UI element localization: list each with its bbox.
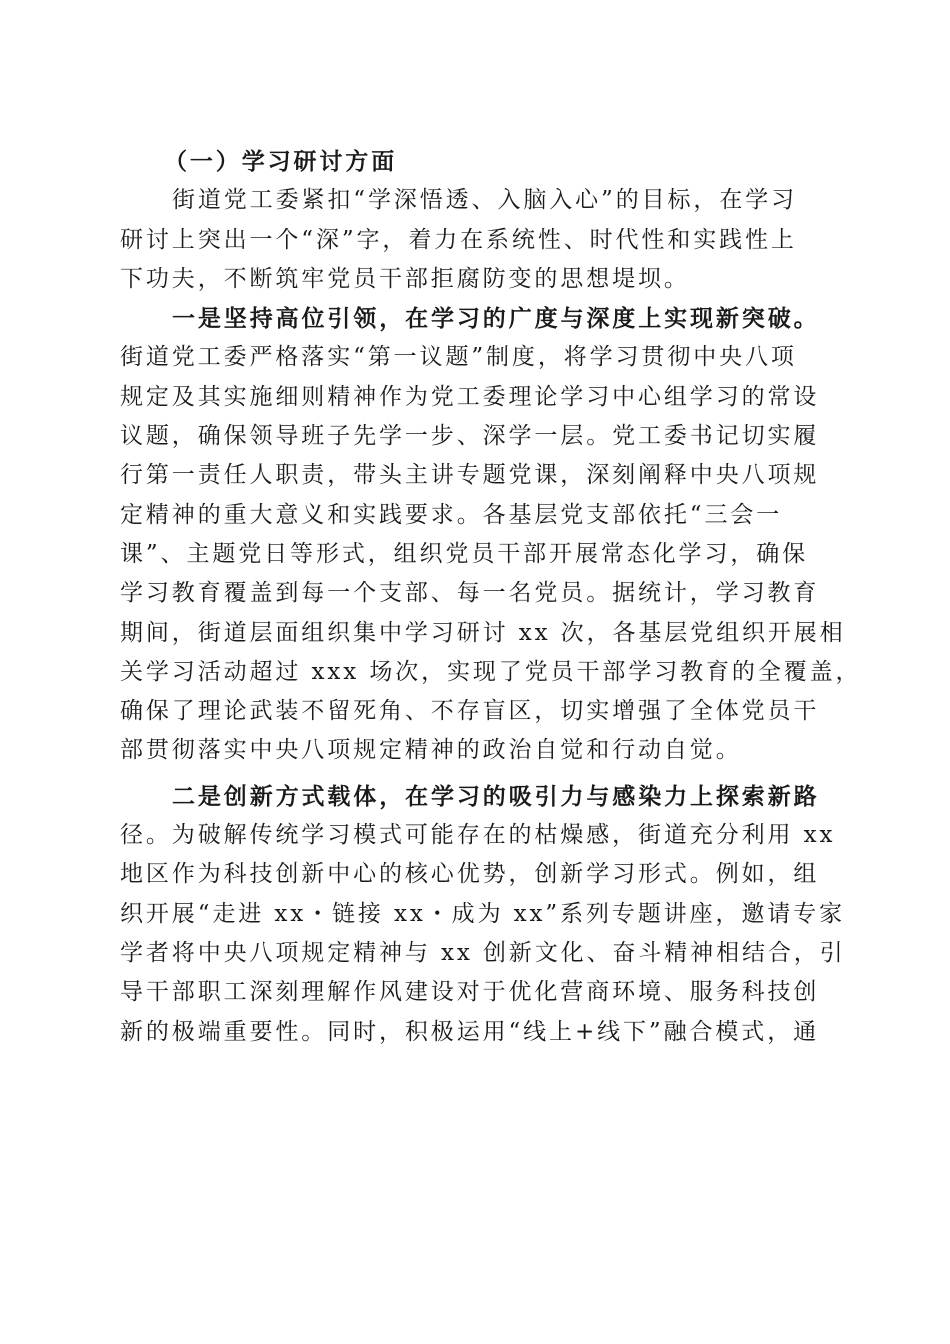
paragraph-point-two [120,777,846,1052]
paragraph-line: 导干部职工深刻理解作风建设对于优化营商环境、服务科技创 [120,979,820,1006]
paragraph-line: 部贯彻落实中央八项规定精神的政治自觉和行动自觉。 [120,737,742,764]
paragraph-point-one [120,299,862,771]
paragraph-line: 学习教育覆盖到每一个支部、每一名党员。据统计，学习教育 [120,580,820,607]
paragraph-line: 新的极端重要性。同时，积极运用“线上+线下”融合模式，通 [120,1018,819,1045]
section-heading: （一）学习研讨方面 [164,148,398,175]
paragraph-line: 课”、主题党日等形式，组织党员干部开展常态化学习，确保 [120,540,809,567]
paragraph-line: 研讨上突出一个“深”字，着力在系统性、时代性和实践性上 [120,226,797,253]
paragraph-line: 规定及其实施细则精神作为党工委理论学习中心组学习的常设 [120,383,820,410]
paragraph-line: 织开展“走进 xx・链接 xx・成为 xx”系列专题讲座，邀请专家 [120,900,845,927]
paragraph-line: 确保了理论武装不留死角、不存盲区，切实增强了全体党员干 [120,698,820,725]
paragraph-line: 下功夫，不断筑牢党员干部拒腐防变的思想堤坝。 [120,265,690,292]
paragraph-line: 地区作为科技创新中心的核心优势，创新学习形式。例如，组 [120,861,820,888]
paragraph-line: 议题，确保领导班子先学一步、深学一层。党工委书记切实履 [120,423,820,450]
document-body [120,142,862,1052]
paragraph-lead-sentence: 二是创新方式载体，在学习的吸引力与感染力上探索新路 [172,782,820,810]
paragraph-line: 定精神的重大意义和实践要求。各基层党支部依托“三会一 [120,501,783,528]
paragraph-line: 街道党工委严格落实“第一议题”制度，将学习贯彻中央八项 [120,344,797,371]
paragraph-line: 期间，街道层面组织集中学习研讨 xx 次，各基层党组织开展相 [120,619,846,646]
paragraph-line: 径。为破解传统学习模式可能存在的枯燥感，街道充分利用 xx [120,822,836,849]
paragraph-intro [120,181,828,299]
paragraph-lead-sentence: 一是坚持高位引领，在学习的广度与深度上实现新突破。 [172,305,820,333]
paragraph-line: 行第一责任人职责，带头主讲专题党课，深刻阐释中央八项规 [120,462,820,489]
paragraph-line: 学者将中央八项规定精神与 xx 创新文化、奋斗精神相结合，引 [120,939,846,966]
paragraph-line: 关学习活动超过 xxx 场次，实现了党员干部学习教育的全覆盖， [120,658,862,685]
paragraph-line: 街道党工委紧扣“学深悟透、入脑入心”的目标，在学习 [172,187,798,214]
